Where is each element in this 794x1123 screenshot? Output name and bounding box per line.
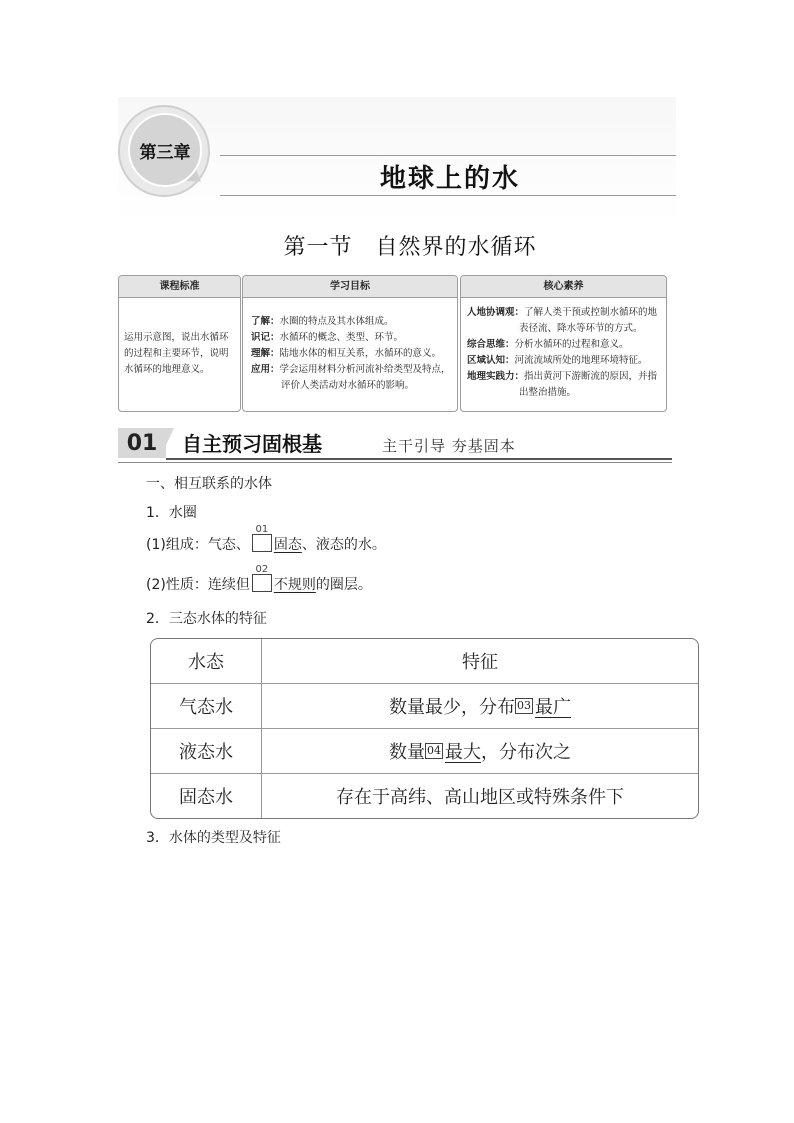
section-number: 01 [118,428,166,458]
table-cell-feature: 数量最少，分布 03 最广 [262,684,698,728]
goal-item: 了解：水圈的特点及其水体组成。 [251,316,394,327]
banner-divider-top [220,155,676,156]
heading-related-water: 一、相互联系的水体 [146,476,272,492]
table-header-row [151,639,698,684]
table-header-cell: 特征 [462,652,498,673]
standards-header-literacy: 核心素养 [461,276,666,298]
table-cell-feature: 数量 04 最大 ，分布次之 [262,729,698,773]
heading-hydrosphere: 1．水圈 [146,505,197,521]
section-header-title: 自主预习固根基 [182,432,322,456]
blank-answer: 最广 [535,697,571,718]
table-cell-state: 液态水 [151,729,262,773]
goal-item: 识记：水循环的概念、类型、环节。 [251,332,404,343]
course-standard-text: 运用示意图，说出水循环的过程和主要环节，说明水循环的地理意义。 [124,332,229,375]
standards-column-literacy [460,275,667,412]
table-row [151,684,698,729]
blank-box: 03 [517,699,531,712]
blank-box: 02 [252,574,272,592]
goal-item: 理解：陆地水体的相互关系，水循环的意义。 [251,348,442,359]
table-row [151,774,698,818]
blank-box: 04 [427,744,441,757]
standards-column-goals [242,275,458,412]
section-title: 第一节 自然界的水循环 [283,235,537,260]
chapter-label: 第三章 [139,142,191,163]
goals-list [243,298,457,394]
table-cell-state: 固态水 [151,774,262,818]
hydrosphere-composition: (1)组成：气态、 01 固态、液态的水。 [146,524,386,553]
standards-column-course [118,275,241,412]
heading-water-types: 3．水体的类型及特征 [146,830,281,846]
blank-box: 01 [252,534,272,552]
literacy-item: 综合思维：分析水循环的过程和意义。 [467,339,629,350]
blank-answer: 最大 [445,742,481,763]
table-cell-feature: 存在于高纬、高山地区或特殊条件下 [336,787,624,808]
table-cell-state: 气态水 [151,684,262,728]
section-header-rule-thin [118,462,672,463]
heading-three-states: 2．三态水体的特征 [146,611,267,627]
chapter-title: 地球上的水 [379,164,520,194]
literacy-item: 区域认知：河流流域所处的地理环境特征。 [467,355,648,366]
standards-header-course: 课程标准 [119,276,240,298]
section-header-subtitle: 主干引导 夯基固本 [382,437,516,455]
section-header-rule [166,458,672,460]
blank-answer: 不规则 [273,577,316,593]
chapter-badge [128,113,202,187]
standards-header-goals: 学习目标 [243,276,457,298]
section-number-slant [160,428,174,458]
table-row [151,729,698,774]
blank-answer: 固态 [273,537,302,553]
table-header-cell: 水态 [151,639,262,683]
literacy-item: 地理实践力：指出黄河下游断流的原因，并指出整治措施。 [467,371,658,398]
hydrosphere-property: (2)性质：连续但 02 不规则的圈层。 [146,564,372,593]
banner-divider-bottom [220,195,676,196]
water-states-table [150,638,699,819]
goal-item: 应用：学会运用材料分析河流补给类型及特点，评价人类活动对水循环的影响。 [251,364,451,391]
literacy-item: 人地协调观：了解人类干预或控制水循环的地表径流、降水等环节的方式。 [467,307,658,334]
literacy-list [461,298,666,401]
